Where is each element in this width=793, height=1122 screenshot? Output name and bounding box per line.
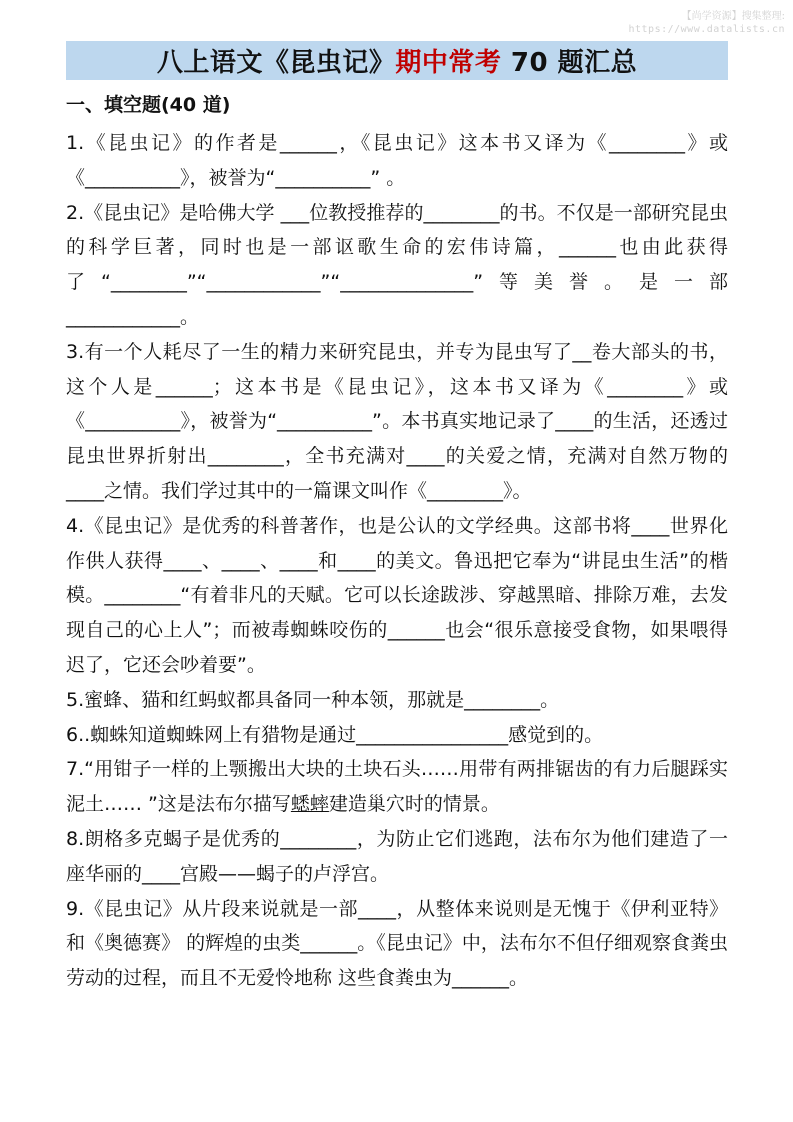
title-part1: 八上语文《昆虫记》	[156, 48, 396, 78]
title-banner	[66, 41, 728, 80]
question-2: 2.《昆虫记》是哈佛大学 ___位教授推荐的________的书。不仅是一部研究昆虫的科学巨著，同时也是一部讴歌生命的宏伟诗篇，______也由此获得了“________”“____________”“______________”等美誉。是一部____________。	[66, 201, 728, 328]
question-3: 3.有一个人耗尽了一生的精力来研究昆虫，并专为昆虫写了__卷大部头的书，这个人是______；这本书是《昆虫记》，这本书又译为《________》或《__________》，被誉为“__________”。本书真实地记录了____的生活，还透过昆虫世界折射出________，全书充满对____的关爱之情，充满对自然万物的____之情。我们学过其中的一篇课文叫作《________》。	[66, 340, 728, 502]
section-heading: 一、填空题(40 道)	[66, 94, 231, 116]
title-highlight: 期中常考	[395, 48, 502, 78]
watermark-line1: 【尚学资源】搜集整理:	[681, 11, 785, 22]
watermark	[629, 10, 786, 36]
title-part3: 70 题汇总	[501, 48, 638, 78]
question-7-after: 建造巢穴时的情景。	[328, 793, 500, 816]
watermark-url: https://www.datalists.cn	[628, 24, 785, 35]
question-4: 4.《昆虫记》是优秀的科普著作，也是公认的文学经典。这部书将____世界化作供人获得____、____、____和____的美文。鲁迅把它奉为“讲昆虫生活”的楷模。________“有着非凡的天赋。它可以长途跋涉、穿越黑暗、排除万难，去发现自己的心上人”；而被毒蜘蛛咬伤的______也会“很乐意接受食物，如果喂得迟了，它还会吵着要”。	[66, 514, 728, 676]
page-title	[157, 42, 637, 79]
question-5: 5.蜜蜂、猫和红蚂蚁都具备同一种本领，那就是________。	[66, 688, 560, 711]
question-6: 6..蜘蛛知道蜘蛛网上有猎物是通过________________感觉到的。	[66, 723, 604, 746]
question-1: 1.《昆虫记》的作者是______，《昆虫记》这本书又译为《________》或《__________》，被誉为“__________” 。	[66, 132, 728, 189]
question-7-before: 7.“用钳子一样的上颚搬出大块的土块石头……用带有两排锯齿的有力后腿踩实泥土…… ”这是法布尔描写	[66, 758, 728, 816]
question-9: 9.《昆虫记》从片段来说就是一部____，从整体来说则是无愧于《伊利亚特》和《奥德赛》 的辉煌的虫类______。《昆虫记》中，法布尔不但仔细观察食粪虫劳动的过程，而且不无爱怜地称 这些食粪虫为______。	[66, 897, 728, 990]
question-7	[66, 752, 728, 822]
question-7-underlined: 蟋蟀	[290, 793, 329, 816]
question-8: 8.朗格多克蝎子是优秀的________，为防止它们逃跑，法布尔为他们建造了一座华丽的____宫殿——蝎子的卢浮宫。	[66, 827, 728, 885]
question-list	[66, 126, 728, 996]
